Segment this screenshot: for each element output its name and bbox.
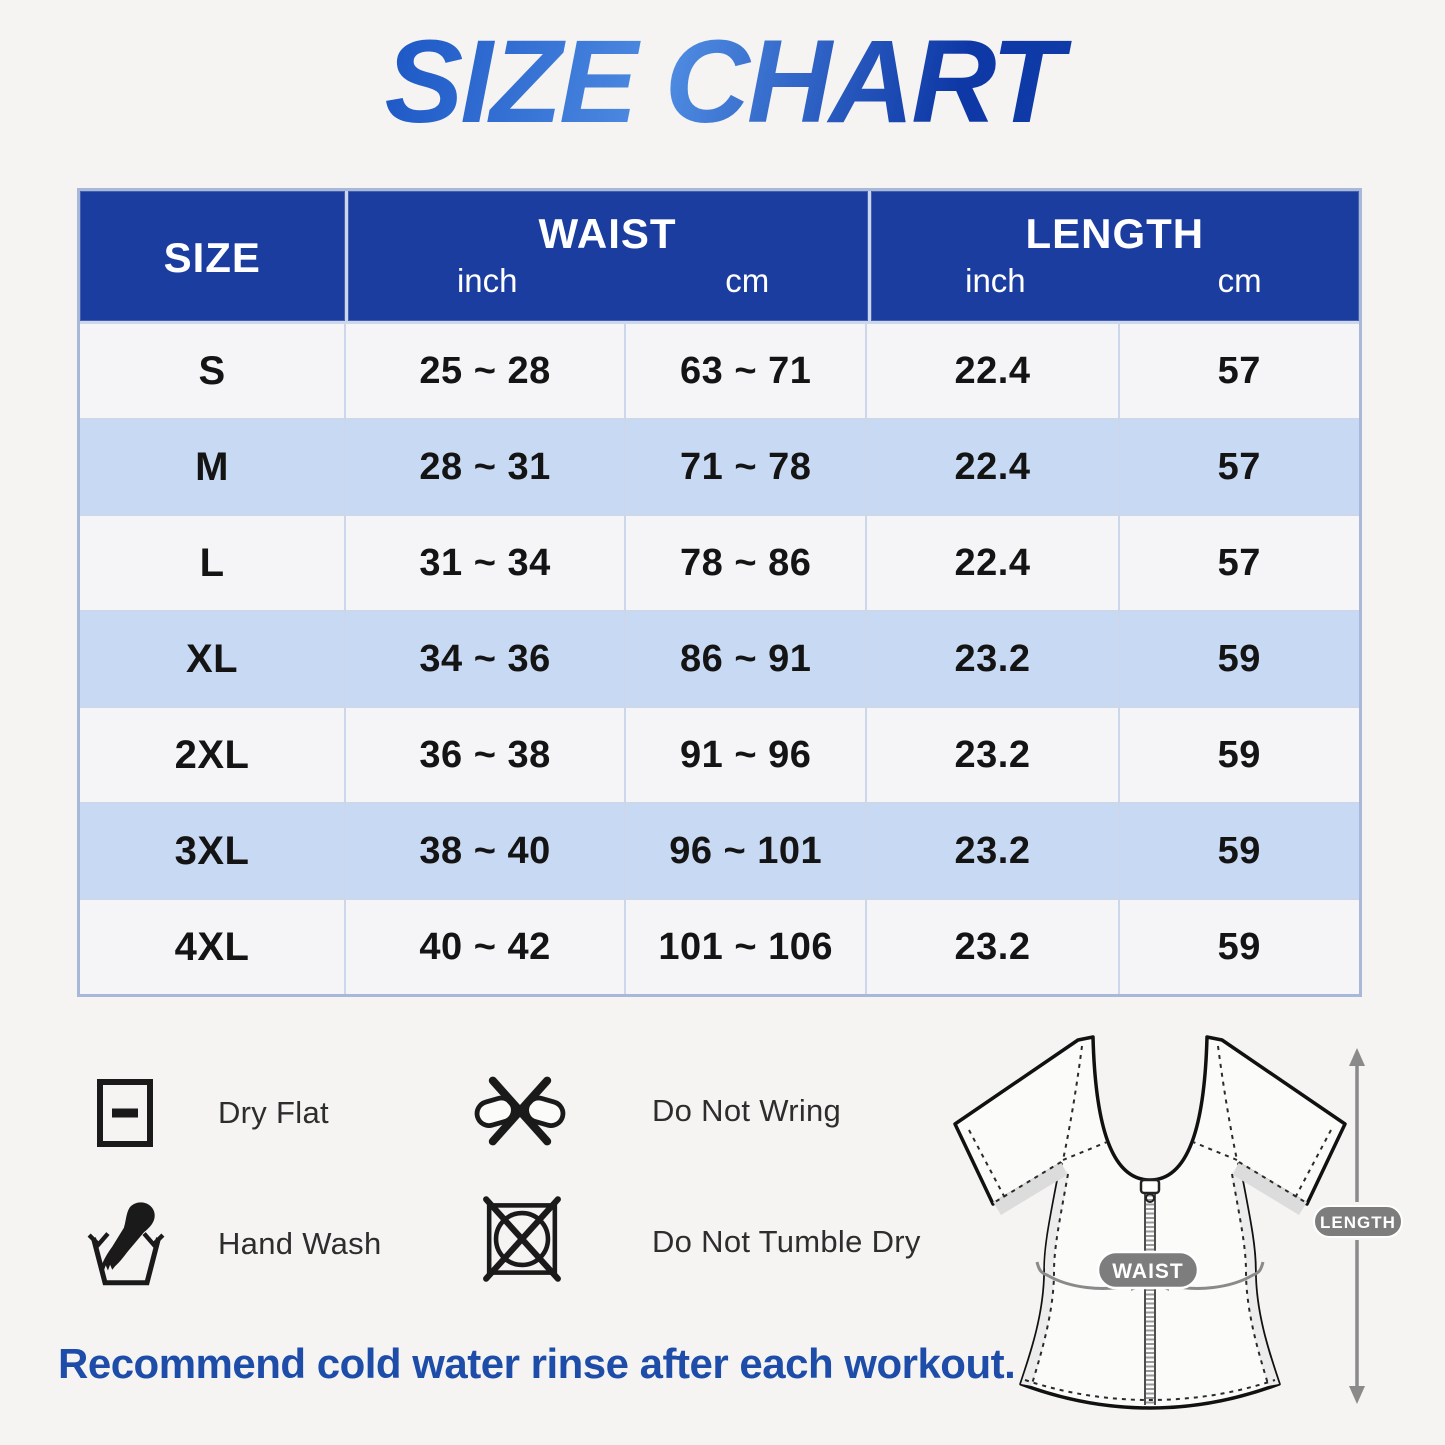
table-cell-size: M [80,420,344,514]
header-length-label: LENGTH [1025,209,1205,257]
header-waist-units [348,262,868,300]
length-unit-inch: inch [965,262,1026,300]
table-cell-length-inch: 22.4 [867,420,1117,514]
table-cell-size: XL [80,612,344,706]
table-cell-length-inch: 22.4 [867,324,1117,418]
header-size [80,191,345,321]
header-waist-label: WAIST [538,209,677,257]
table-cell-length-cm: 59 [1120,804,1359,898]
table-cell-length-inch: 23.2 [867,900,1117,994]
header-length [871,191,1359,321]
size-table-header [80,191,1359,321]
table-cell-length-inch: 23.2 [867,708,1117,802]
table-cell-size: 2XL [80,708,344,802]
table-cell-length-inch: 23.2 [867,612,1117,706]
table-cell-length-inch: 23.2 [867,804,1117,898]
svg-text:LENGTH: LENGTH [1320,1213,1396,1232]
hand-wash-icon [86,1196,166,1290]
length-unit-cm: cm [1217,262,1262,300]
table-cell-length-inch: 22.4 [867,516,1117,610]
table-cell-waist-inch: 28 ~ 31 [346,420,624,514]
table-cell-length-cm: 57 [1120,516,1359,610]
table-cell-waist-inch: 38 ~ 40 [346,804,624,898]
do-not-wring-icon [472,1068,568,1154]
do-not-tumble-dry-icon [480,1190,564,1288]
table-cell-waist-inch: 31 ~ 34 [346,516,624,610]
header-length-units [871,262,1359,300]
care-label: Do Not Tumble Dry [652,1224,921,1259]
table-cell-waist-cm: 63 ~ 71 [626,324,865,418]
table-cell-size: S [80,324,344,418]
footer-note: Recommend cold water rinse after each workout. [58,1340,1016,1387]
table-cell-length-cm: 57 [1120,324,1359,418]
table-cell-length-cm: 57 [1120,420,1359,514]
table-cell-waist-cm: 71 ~ 78 [626,420,865,514]
size-table-body [80,324,1359,994]
table-cell-length-cm: 59 [1120,708,1359,802]
table-cell-waist-cm: 78 ~ 86 [626,516,865,610]
care-label: Dry Flat [218,1095,329,1130]
table-cell-waist-inch: 34 ~ 36 [346,612,624,706]
header-waist [348,191,868,321]
header-size-label: SIZE [163,233,261,281]
table-cell-waist-inch: 36 ~ 38 [346,708,624,802]
table-cell-size: 4XL [80,900,344,994]
table-cell-waist-cm: 91 ~ 96 [626,708,865,802]
table-cell-size: 3XL [80,804,344,898]
size-table [77,188,1362,997]
table-cell-length-cm: 59 [1120,612,1359,706]
svg-text:WAIST: WAIST [1112,1260,1184,1283]
waist-measure-label [1098,1252,1198,1288]
table-cell-waist-inch: 25 ~ 28 [346,324,624,418]
dry-flat-icon [96,1078,154,1148]
table-cell-waist-cm: 96 ~ 101 [626,804,865,898]
table-cell-waist-inch: 40 ~ 42 [346,900,624,994]
care-label: Do Not Wring [652,1093,842,1128]
length-measure-label [1314,1206,1402,1237]
page-title: SIZE CHART [0,14,1445,150]
table-cell-waist-cm: 101 ~ 106 [626,900,865,994]
table-cell-size: L [80,516,344,610]
table-cell-length-cm: 59 [1120,900,1359,994]
waist-unit-inch: inch [456,262,518,300]
table-cell-waist-cm: 86 ~ 91 [626,612,865,706]
care-label: Hand Wash [218,1226,382,1261]
waist-unit-cm: cm [725,262,770,300]
